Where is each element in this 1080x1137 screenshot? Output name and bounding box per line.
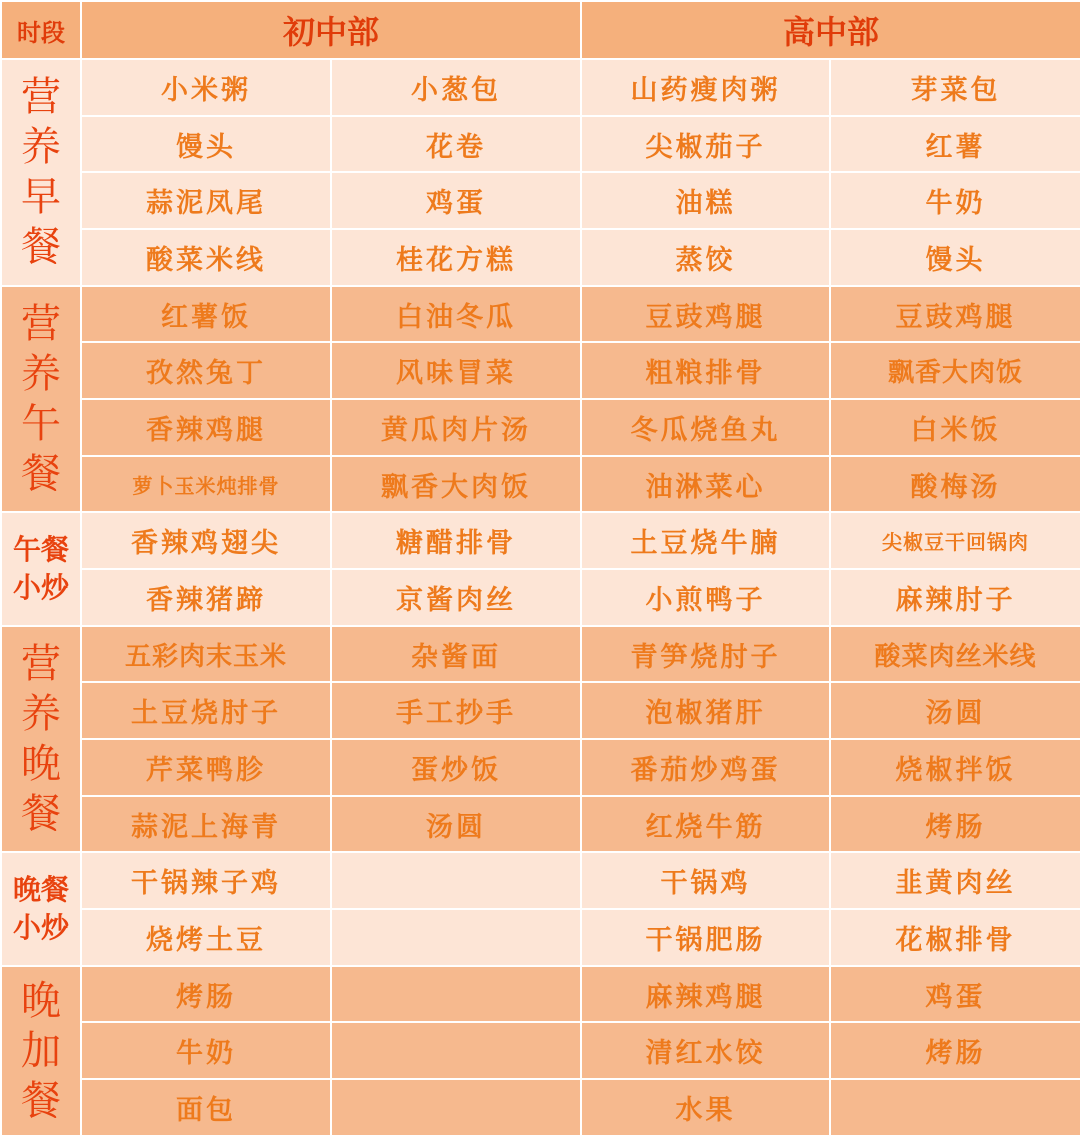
section-label-char: 营 xyxy=(21,301,61,348)
menu-item: 牛奶 xyxy=(81,1022,331,1079)
period-header: 时段 xyxy=(1,1,81,59)
menu-item: 汤圆 xyxy=(830,682,1080,739)
section-label-lunch xyxy=(1,286,81,513)
menu-item: 水果 xyxy=(581,1079,830,1136)
section-label-breakfast xyxy=(1,59,81,286)
menu-item: 小米粥 xyxy=(81,59,331,116)
table-row xyxy=(1,229,1080,286)
section-label-char: 养 xyxy=(21,351,61,398)
menu-item: 萝卜玉米炖排骨 xyxy=(81,456,331,513)
menu-item: 干锅辣子鸡 xyxy=(81,852,331,909)
menu-item: 鸡蛋 xyxy=(830,966,1080,1023)
menu-item: 酸菜米线 xyxy=(81,229,331,286)
menu-item: 烤肠 xyxy=(830,1022,1080,1079)
menu-item: 牛奶 xyxy=(830,172,1080,229)
menu-item: 香辣鸡翅尖 xyxy=(81,512,331,569)
table-row xyxy=(1,512,1080,569)
menu-item: 白油冬瓜 xyxy=(331,286,581,343)
junior-header: 初中部 xyxy=(81,1,581,59)
menu-item: 飘香大肉饭 xyxy=(830,342,1080,399)
table-row xyxy=(1,682,1080,739)
section-label-dinner xyxy=(1,626,81,853)
menu-item: 花卷 xyxy=(331,116,581,173)
menu-item: 黄瓜肉片汤 xyxy=(331,399,581,456)
menu-item-empty xyxy=(331,909,581,966)
menu-item: 飘香大肉饭 xyxy=(331,456,581,513)
menu-item: 番茄炒鸡蛋 xyxy=(581,739,830,796)
menu-item: 粗粮排骨 xyxy=(581,342,830,399)
table-row xyxy=(1,59,1080,116)
table-row xyxy=(1,739,1080,796)
section-label-line: 小炒 xyxy=(12,911,69,945)
table-row xyxy=(1,116,1080,173)
menu-item-empty xyxy=(331,1079,581,1136)
table-row xyxy=(1,172,1080,229)
menu-item: 蒜泥凤尾 xyxy=(81,172,331,229)
menu-item: 山药瘦肉粥 xyxy=(581,59,830,116)
menu-item: 汤圆 xyxy=(331,796,581,853)
table-row xyxy=(1,909,1080,966)
menu-item: 烧烤土豆 xyxy=(81,909,331,966)
table-row xyxy=(1,456,1080,513)
section-label-line: 午餐 xyxy=(12,533,69,567)
menu-item: 油淋菜心 xyxy=(581,456,830,513)
menu-item: 油糕 xyxy=(581,172,830,229)
section-label-lunch-stirfry xyxy=(1,512,81,625)
section-label-char: 养 xyxy=(21,691,61,738)
menu-item-empty xyxy=(331,1022,581,1079)
section-label-char: 晚 xyxy=(21,977,61,1024)
table-row xyxy=(1,569,1080,626)
menu-item: 孜然兔丁 xyxy=(81,342,331,399)
menu-item: 清红水饺 xyxy=(581,1022,830,1079)
section-label-line: 晚餐 xyxy=(12,873,69,907)
menu-item: 面包 xyxy=(81,1079,331,1136)
menu-item: 糖醋排骨 xyxy=(331,512,581,569)
section-label-dinner-stirfry xyxy=(1,852,81,965)
menu-item: 芽菜包 xyxy=(830,59,1080,116)
menu-item: 干锅鸡 xyxy=(581,852,830,909)
menu-item: 蛋炒饭 xyxy=(331,739,581,796)
menu-item: 干锅肥肠 xyxy=(581,909,830,966)
section-label-char: 晚 xyxy=(21,741,61,788)
menu-item: 烧椒拌饭 xyxy=(830,739,1080,796)
menu-item: 桂花方糕 xyxy=(331,229,581,286)
table-row xyxy=(1,852,1080,909)
menu-item: 花椒排骨 xyxy=(830,909,1080,966)
section-label-char: 午 xyxy=(21,401,61,448)
header-row xyxy=(1,1,1080,59)
menu-item: 豆豉鸡腿 xyxy=(581,286,830,343)
menu-item: 杂酱面 xyxy=(331,626,581,683)
section-label-char: 营 xyxy=(21,74,61,121)
menu-item: 香辣鸡腿 xyxy=(81,399,331,456)
menu-item: 鸡蛋 xyxy=(331,172,581,229)
section-label-char: 餐 xyxy=(21,224,61,271)
menu-item: 白米饭 xyxy=(830,399,1080,456)
menu-item: 蒸饺 xyxy=(581,229,830,286)
section-label-line: 小炒 xyxy=(12,571,69,605)
menu-item-empty xyxy=(830,1079,1080,1136)
table-row xyxy=(1,342,1080,399)
table-row xyxy=(1,1022,1080,1079)
menu-item: 土豆烧肘子 xyxy=(81,682,331,739)
table-row xyxy=(1,399,1080,456)
menu-item: 香辣猪蹄 xyxy=(81,569,331,626)
menu-item: 尖椒豆干回锅肉 xyxy=(830,512,1080,569)
menu-item: 红薯饭 xyxy=(81,286,331,343)
menu-item: 五彩肉末玉米 xyxy=(81,626,331,683)
table-row xyxy=(1,796,1080,853)
menu-item: 麻辣肘子 xyxy=(830,569,1080,626)
menu-item: 蒜泥上海青 xyxy=(81,796,331,853)
section-label-char: 加 xyxy=(21,1027,61,1074)
menu-item: 小葱包 xyxy=(331,59,581,116)
section-label-char: 早 xyxy=(21,174,61,221)
menu-item: 手工抄手 xyxy=(331,682,581,739)
menu-item: 风味冒菜 xyxy=(331,342,581,399)
menu-item: 烤肠 xyxy=(830,796,1080,853)
section-label-late-snack xyxy=(1,966,81,1136)
menu-item: 麻辣鸡腿 xyxy=(581,966,830,1023)
menu-item: 尖椒茄子 xyxy=(581,116,830,173)
table-row xyxy=(1,966,1080,1023)
section-label-char: 餐 xyxy=(21,791,61,838)
table-row xyxy=(1,626,1080,683)
menu-item: 韭黄肉丝 xyxy=(830,852,1080,909)
menu-item: 冬瓜烧鱼丸 xyxy=(581,399,830,456)
menu-item: 红烧牛筋 xyxy=(581,796,830,853)
menu-item-empty xyxy=(331,966,581,1023)
menu-item: 京酱肉丝 xyxy=(331,569,581,626)
table-row xyxy=(1,286,1080,343)
menu-item: 青笋烧肘子 xyxy=(581,626,830,683)
menu-item-empty xyxy=(331,852,581,909)
menu-item: 芹菜鸭胗 xyxy=(81,739,331,796)
menu-item: 馒头 xyxy=(81,116,331,173)
menu-item: 泡椒猪肝 xyxy=(581,682,830,739)
senior-header: 高中部 xyxy=(581,1,1080,59)
menu-item: 土豆烧牛腩 xyxy=(581,512,830,569)
section-label-char: 餐 xyxy=(21,451,61,498)
menu-item: 小煎鸭子 xyxy=(581,569,830,626)
menu-item: 烤肠 xyxy=(81,966,331,1023)
section-label-char: 养 xyxy=(21,124,61,171)
menu-item: 豆豉鸡腿 xyxy=(830,286,1080,343)
menu-item: 酸梅汤 xyxy=(830,456,1080,513)
section-label-char: 营 xyxy=(21,641,61,688)
menu-item: 酸菜肉丝米线 xyxy=(830,626,1080,683)
section-label-char: 餐 xyxy=(21,1077,61,1124)
menu-item: 红薯 xyxy=(830,116,1080,173)
menu-item: 馒头 xyxy=(830,229,1080,286)
table-row xyxy=(1,1079,1080,1136)
